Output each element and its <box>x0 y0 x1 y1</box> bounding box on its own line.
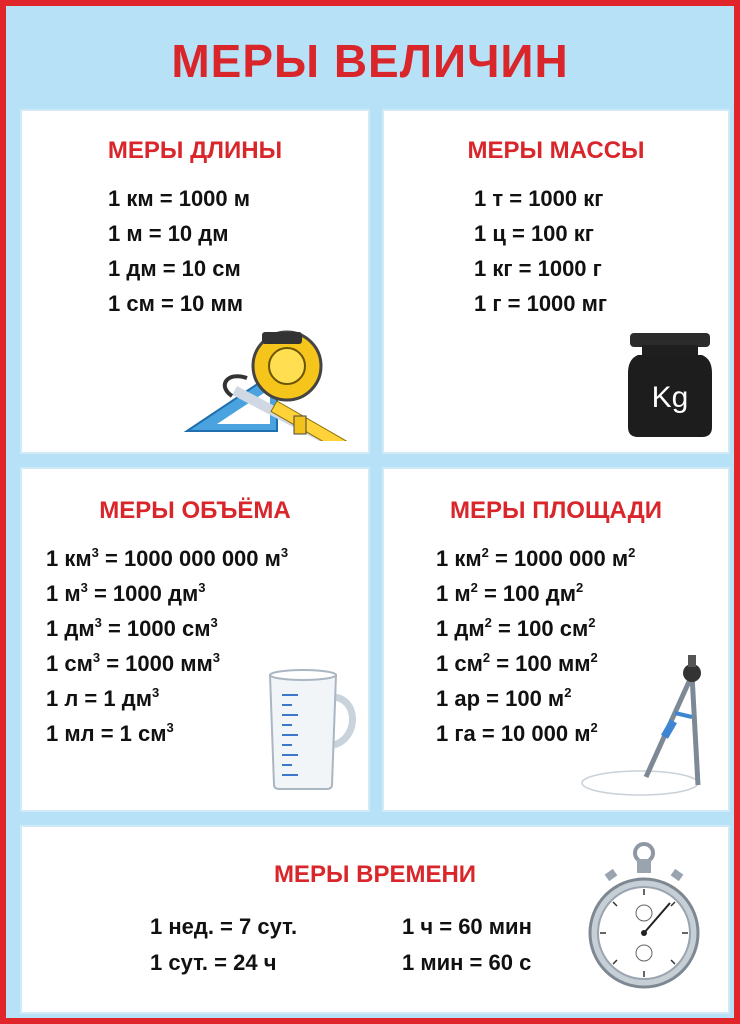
panel-time <box>20 825 730 1014</box>
area-line: 1 $дм^2 = 100$ $см^2$ <box>436 615 596 641</box>
length-line: 1 см = 10 мм <box>108 291 244 316</box>
area-line: 1 $см^2 = 100$ $мм^2$ <box>436 650 598 676</box>
panel-title-mass: МЕРЫ МАССЫ <box>467 137 645 164</box>
panel-volume <box>20 467 370 812</box>
mass-line: 1 г = 1000 мг <box>474 291 608 316</box>
volume-line: 1 $см^3 = 1000$ $мм^3$ <box>46 650 221 676</box>
time-col-2 <box>402 909 532 981</box>
stopwatch-icon <box>588 841 700 1001</box>
weight-icon <box>624 329 716 441</box>
panel-length <box>20 109 370 454</box>
volume-line: 1 л = 1 $дм^3$ <box>46 685 160 711</box>
panel-title-length: МЕРЫ ДЛИНЫ <box>107 137 283 164</box>
panel-mass <box>382 109 730 454</box>
tape-measure-icon <box>182 326 362 441</box>
time-line: 1 нед. = 7 сут. <box>150 914 298 939</box>
mass-lines <box>474 181 607 321</box>
length-line: 1 дм = 10 см <box>108 256 241 281</box>
area-line: 1 $м^2 = 100$ $дм^2$ <box>436 580 584 606</box>
volume-line: 1 $м^3 = 1000$ $дм^3$ <box>46 580 206 606</box>
area-line: 1 $км^2 = 1000$ 000 $м^2$ <box>436 545 636 571</box>
panel-title-time: МЕРЫ ВРЕМЕНИ <box>273 861 477 888</box>
time-line: 1 сут. = 24 ч <box>150 950 277 975</box>
mass-line: 1 т = 1000 кг <box>474 186 604 211</box>
area-line: 1 га = 10 000 $м^2$ <box>436 720 598 746</box>
length-line: 1 км = 1000 м <box>108 186 251 211</box>
panel-title-area: МЕРЫ ПЛОЩАДИ <box>450 497 662 524</box>
time-col-1 <box>150 909 297 981</box>
weight-label: Kg <box>651 381 689 414</box>
compass-icon <box>580 655 720 805</box>
volume-line: 1 мл = 1 $см^3$ <box>46 720 174 746</box>
measuring-cup-icon <box>262 667 362 792</box>
page-title: МЕРЫ ВЕЛИЧИН <box>171 35 569 87</box>
time-line: 1 мин = 60 с <box>402 950 532 975</box>
length-line: 1 м = 10 дм <box>108 221 229 246</box>
volume-lines <box>46 541 288 751</box>
length-lines <box>108 181 250 321</box>
panel-title-volume: МЕРЫ ОБЪЁМА <box>99 497 291 524</box>
volume-line: 1 $дм^3 = 1000$ $см^3$ <box>46 615 218 641</box>
volume-line: 1 $км^3 = 1000$ 000 000 $м^3$ <box>46 545 289 571</box>
area-line: 1 ар = 100 $м^2$ <box>436 685 572 711</box>
mass-line: 1 ц = 100 кг <box>474 221 594 246</box>
time-line: 1 ч = 60 мин <box>402 914 532 939</box>
mass-line: 1 кг = 1000 г <box>474 256 602 281</box>
panel-area <box>382 467 730 812</box>
